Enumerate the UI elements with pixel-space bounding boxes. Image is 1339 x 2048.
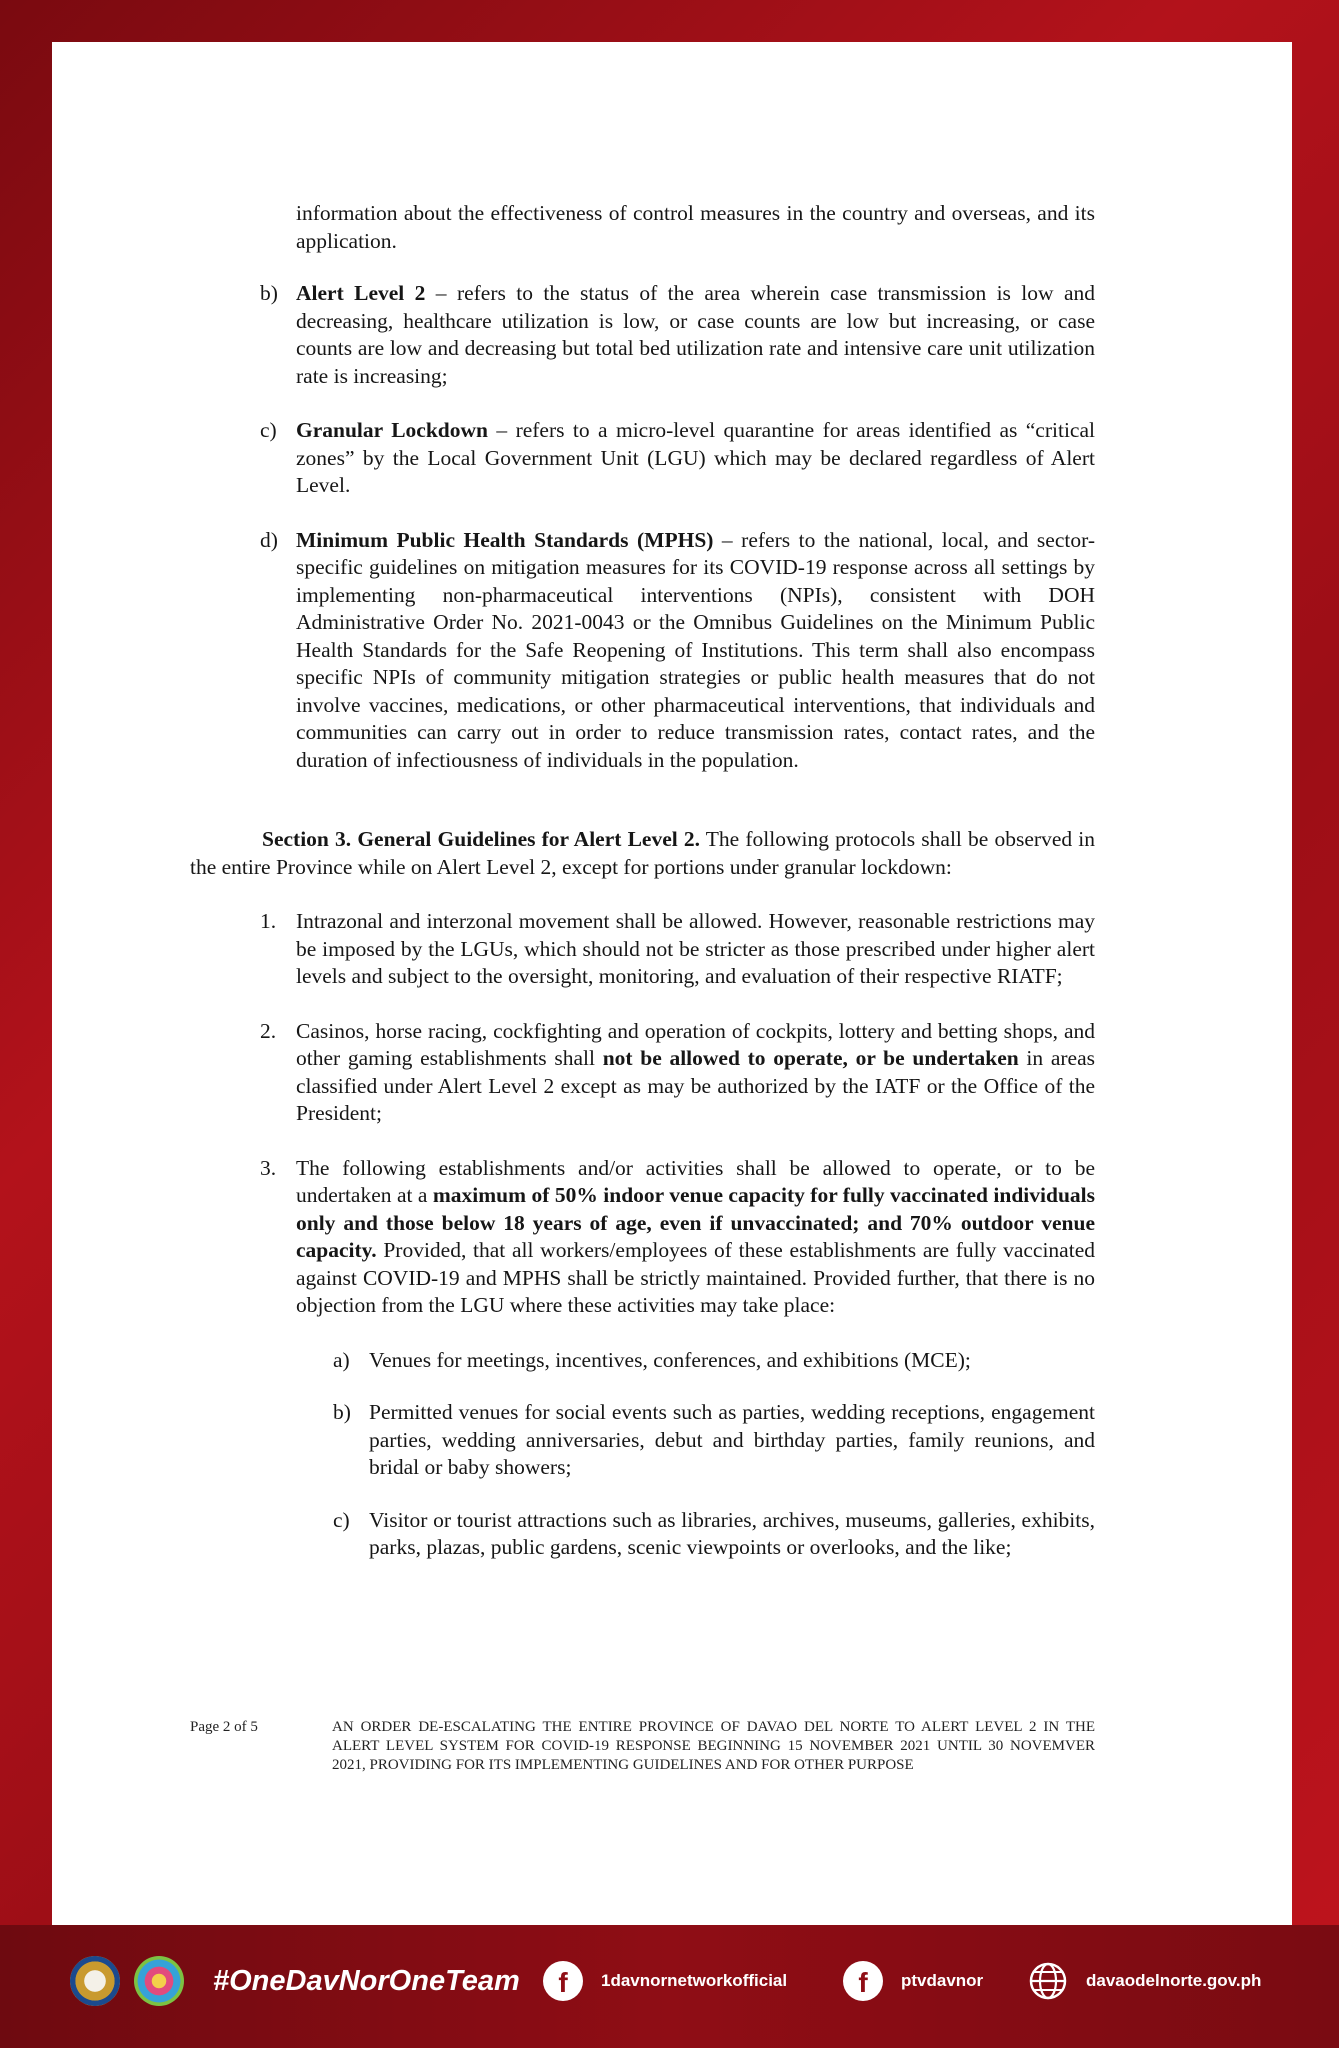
facebook-icon: f [843,1961,883,2001]
peacock-logo-icon [134,1956,184,2006]
definition-text: – refers to the national, local, and sector-specific guidelines on mitigation measures for its COVID-19 response across all settings by implementing non-pharmaceutical interventions (NPIs), consistent with DOH Administrative Order No. 2021-0043 or the Omnibus Guidelines on the Minimum Public Health Standards for the Safe Reopening of Institutions. This term shall also encompass specific NPIs of community mitigation strategies or public health measures that do not involve vaccines, medications, or other pharmaceutical interventions, that individuals and communities can carry out in order to reduce transmission rates, contact rates, and the duration of infectiousness of individuals in the population. [296,527,1095,772]
order-title: AN ORDER DE-ESCALATING THE ENTIRE PROVINCE OF DAVAO DEL NORTE TO ALERT LEVEL 2 IN THE ALERT LEVEL SYSTEM FOR COVID-19 RESPONSE BEGINNING 15 NOVEMBER 2021 UNTIL 30 NOVEMVER 2021, PROVIDING FOR ITS IMPLEMENTING GUIDELINES AND FOR OTHER PURPOSE [332,1719,1095,1773]
guideline-text-post: Provided, that all workers/employees of these establishments are fully vaccinated against COVID-19 and MPHS shall be strictly maintained. Provided further, that there is no objection from the LGU where these activities may take place: [296,1238,1095,1317]
guideline-bold: maximum of 50% indoor venue capacity for fully vaccinated individuals only and those below 18 years of age, even if unvaccinated; and 70% outdoor venue capacity. [296,1183,1095,1262]
definition-text: – refers to a micro-level quarantine for areas identified as “critical zones” by the Local Government Unit (LGU) which may be declared regardless of Alert Level. [296,418,1095,497]
list-marker: 3. [260,1155,277,1180]
facebook-link-1[interactable] [543,1961,787,2001]
hashtag: #OneDavNorOneTeam [213,1965,520,1997]
definition-term: Minimum Public Health Standards (MPHS) [296,527,714,552]
guideline-item [190,1155,1095,1320]
intro-continuation: information about the effectiveness of control measures in the country and overseas, and its application. [296,201,1095,253]
definition-text: – refers to the status of the area wherein case transmission is low and decreasing, healthcare utilization is low, or case counts are low but increasing, or case counts are low and decreasing but total bed utilization rate and intensive care unit utilization rate is increasing; [296,281,1095,388]
page-number: Page 2 of 5 [190,1719,258,1735]
guideline-text: Casinos, horse racing, cockfighting and operation of cockpits, lottery and betting shops, and other gaming establishments shall [296,1018,1095,1070]
facebook-handle: ptvdavnor [901,1971,984,1990]
list-marker: a) [333,1347,350,1372]
facebook-handle: 1davnornetworkofficial [601,1971,788,1990]
sub-list-item [190,1507,1095,1562]
sub-item-text: Visitor or tourist attractions such as libraries, archives, museums, galleries, exhibits, parks, plazas, public gardens, scenic viewpoints or overlooks, and the like; [369,1507,1095,1559]
website-url: davaodelnorte.gov.ph [1086,1971,1262,1990]
list-marker: d) [260,527,278,552]
document-body [190,200,1095,1587]
definition-item [190,527,1095,775]
facebook-link-2[interactable] [843,1961,983,2001]
sub-list-item [190,1399,1095,1482]
definition-term: Alert Level 2 [296,281,426,305]
guideline-text: The following establishments and/or activities shall be allowed to operate, or to be undertaken at a [296,1155,1095,1207]
province-seal-icon [70,1956,120,2006]
guideline-item [190,908,1095,991]
list-marker: b) [260,281,278,305]
globe-icon [1028,1961,1068,2001]
facebook-icon: f [543,1961,583,2001]
sub-list-item [190,1347,1095,1375]
section-text: The following protocols shall be observed in the entire Province while on Alert Level 2, except for portions under granular lockdown: [190,827,1095,879]
list-marker: 1. [260,909,277,933]
guideline-text-post: in areas classified under Alert Level 2 except as may be authorized by the IATF or the Office of the President; [296,1046,1095,1125]
social-banner [0,1925,1339,2048]
website-link[interactable] [1028,1961,1261,2001]
list-marker: c) [260,418,277,442]
guideline-bold: not be allowed to operate, or be undertaken [602,1046,1019,1070]
section-heading: Section 3. General Guidelines for Alert Level 2. [262,827,700,851]
list-marker: 2. [260,1018,277,1043]
list-marker: b) [333,1400,351,1424]
definition-item [190,280,1095,390]
list-marker: c) [333,1507,350,1532]
guideline-text: Intrazonal and interzonal movement shall be allowed. However, reasonable restrictions may be imposed by the LGUs, which should not be stricter as those prescribed under higher alert levels and subject to the oversight, monitoring, and evaluation of their respective RIATF; [296,909,1095,988]
definition-item [190,417,1095,500]
definition-term: Granular Lockdown [296,418,488,442]
guideline-item [190,1018,1095,1128]
sub-item-text: Venues for meetings, incentives, conferences, and exhibitions (MCE); [369,1347,971,1372]
section-3-paragraph [190,826,1095,881]
sub-item-text: Permitted venues for social events such as parties, wedding receptions, engagement parties, wedding anniversaries, debut and birthday parties, family reunions, and bridal or baby showers; [369,1400,1095,1479]
